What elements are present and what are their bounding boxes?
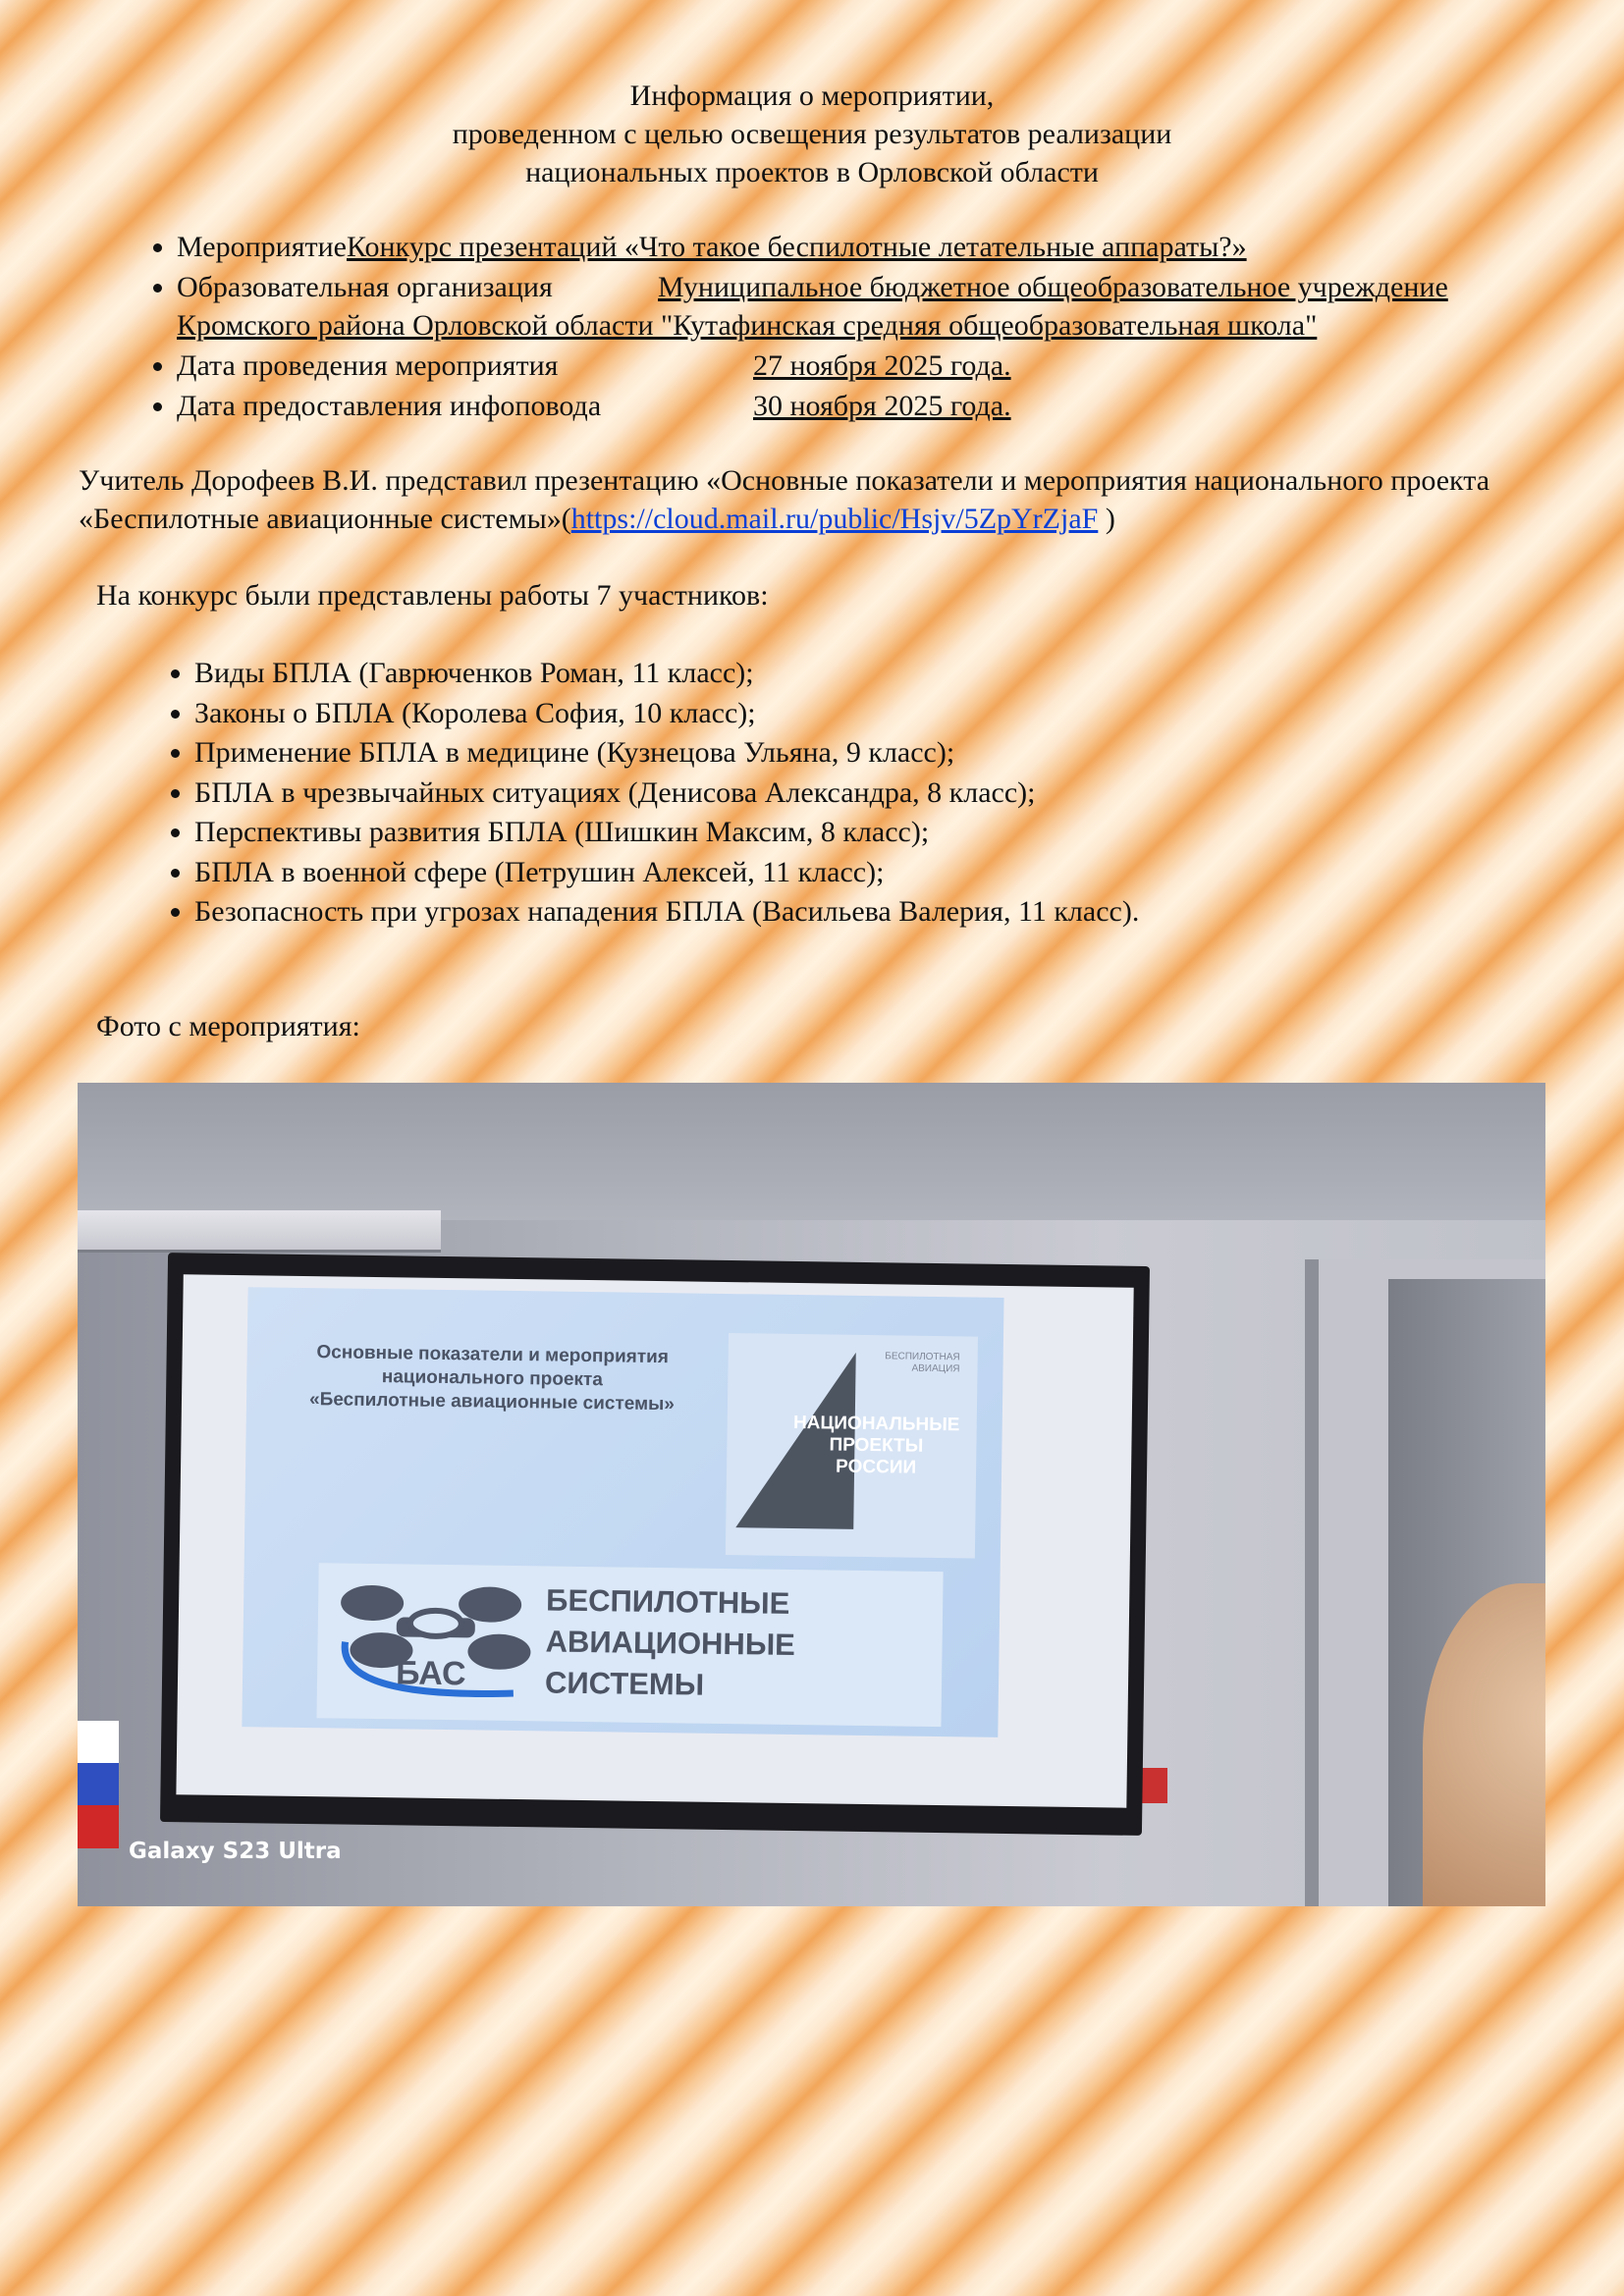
event-item: [177, 228, 1591, 266]
paragraph-text: Учитель Дорофеев В.И. представил презентацию «Основные показатели и мероприятия национального проекта «Беспилотные авиационные системы»(: [79, 464, 1490, 535]
organization-label: Образовательная организация: [177, 271, 553, 303]
np-title-line-2: ПРОЕКТЫ: [829, 1434, 924, 1457]
photo-label: Фото с мероприятия:: [96, 1010, 360, 1042]
submission-date-value: 30 ноября 2025 года.: [753, 390, 1011, 422]
bas-banner: [316, 1563, 943, 1727]
projected-slide: [242, 1287, 1003, 1737]
np-title-line-3: РОССИИ: [835, 1456, 917, 1478]
np-subtitle-line-2: АВИАЦИЯ: [911, 1362, 960, 1375]
list-item: • БПЛА в чрезвычайных ситуациях (Денисова Александра, 8 класс);: [194, 774, 1549, 814]
event-value: Конкурс презентаций «Что такое беспилотные летательные аппараты?»: [346, 231, 1247, 263]
document-title: [0, 77, 1624, 191]
list-item: • Законы о БПЛА (Королева София, 10 класс);: [194, 694, 1549, 734]
slide-title-line-1: Основные показатели и мероприятия: [316, 1342, 670, 1368]
np-title-line-1: НАЦИОНАЛЬНЫЕ: [792, 1412, 960, 1436]
projector-canvas: [176, 1274, 1133, 1807]
projector-screen: [160, 1253, 1150, 1836]
bas-title-line-1: БЕСПИЛОТНЫЕ: [545, 1582, 790, 1621]
list-item: • Безопасность при угрозах нападения БПЛА (Васильева Валерия, 11 класс).: [194, 892, 1549, 933]
organization-item: [177, 268, 1591, 345]
photo-wall: [78, 1083, 1545, 1220]
contest-intro: На конкурс были представлены работы 7 участников:: [96, 579, 769, 612]
slide-title-line-3: «Беспилотные авиационные системы»: [308, 1389, 676, 1415]
list-item: • Виды БПЛА (Гаврюченков Роман, 11 класс);: [194, 654, 1549, 694]
organization-value-line-1: Муниципальное бюджетное общеобразовательное учреждение: [658, 271, 1448, 303]
np-title: [787, 1413, 965, 1480]
photo-shelf: [78, 1210, 441, 1253]
drone-icon: [327, 1573, 535, 1713]
list-item: • БПЛА в военной сфере (Петрушин Алексей, 11 класс);: [194, 853, 1549, 893]
event-date-value: 27 ноября 2025 года.: [753, 349, 1011, 382]
paragraph-tail: ): [1098, 503, 1115, 535]
bas-title: [545, 1579, 900, 1708]
bas-logo-text: БАС: [395, 1654, 466, 1693]
presentation-paragraph: [79, 461, 1551, 538]
camera-watermark: Galaxy S23 Ultra: [129, 1839, 342, 1864]
title-line-2: проведенном с целью освещения результатов реализации: [452, 118, 1172, 150]
slide-title: [266, 1340, 719, 1416]
presentation-link[interactable]: https://cloud.mail.ru/public/Hsjv/5ZpYrZjaF: [570, 503, 1099, 535]
national-projects-logo: [726, 1333, 978, 1559]
list-item: • Применение БПЛА в медицине (Кузнецова Ульяна, 9 класс);: [194, 733, 1549, 774]
bas-title-line-3: СИСТЕМЫ: [544, 1665, 705, 1702]
event-info-list: [128, 228, 1591, 427]
flag-icon: [78, 1721, 119, 1848]
organization-value-line-2: Кромского района Орловской области "Кутафинская средняя общеобразовательная школа": [177, 309, 1318, 342]
bas-title-line-2: АВИАЦИОННЫЕ: [545, 1624, 796, 1663]
event-label: Мероприятие: [177, 231, 347, 263]
title-line-1: Информация о мероприятии,: [629, 80, 995, 112]
submission-date-item: [177, 387, 1591, 425]
event-date-label: Дата проведения мероприятия: [177, 349, 559, 382]
submission-date-label: Дата предоставления инфоповода: [177, 390, 602, 422]
np-subtitle-line-1: БЕСПИЛОТНАЯ: [885, 1351, 960, 1363]
title-line-3: национальных проектов в Орловской области: [525, 156, 1099, 188]
slide-title-line-2: национального проекта: [381, 1366, 604, 1391]
list-item: • Перспективы развития БПЛА (Шишкин Максим, 8 класс);: [194, 813, 1549, 853]
works-list: [147, 654, 1549, 933]
np-subtitle: [885, 1351, 960, 1375]
event-photo: [78, 1083, 1545, 1906]
event-date-item: [177, 347, 1591, 385]
